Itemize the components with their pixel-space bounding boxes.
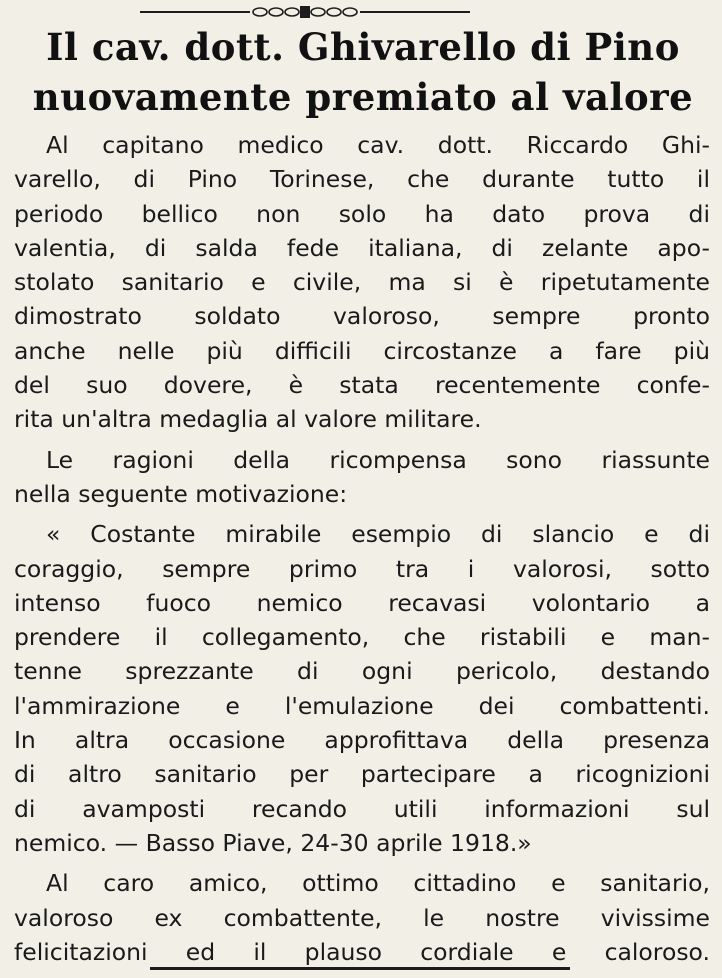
paragraph-congratulations	[14, 866, 710, 969]
text-line: intenso fuoco nemico recavasi volontario a	[14, 588, 710, 617]
text-line: felicitazioni ed il plauso cordiale e caloroso.	[14, 937, 710, 966]
headline-line-1: Il cav. dott. Ghivarello di Pino	[46, 25, 680, 69]
text-line: valoroso ex combattente, le nostre vivissime	[14, 903, 710, 932]
headline-line-2: nuovamente premiato al valore	[32, 75, 694, 119]
text-line: del suo dovere, è stata recentemente confe-	[14, 371, 710, 400]
text-line: valentia, di salda fede italiana, di zelante apo-	[14, 233, 710, 262]
paragraph-motivation-intro	[14, 443, 710, 512]
text-line: varello, di Pino Torinese, che durante tutto il	[14, 165, 710, 194]
text-line: Al capitano medico cav. dott. Riccardo Ghi-	[46, 131, 710, 159]
text-line: prendere il collegamento, che ristabili e man-	[14, 623, 710, 652]
text-line: coraggio, sempre primo tra i valorosi, sotto	[14, 554, 710, 583]
text-line: Le ragioni della ricompensa sono riassunte	[46, 445, 710, 474]
paragraph-award-announcement	[14, 128, 710, 437]
text-line: stolato sanitario e civile, ma si è ripetutamente	[14, 268, 710, 297]
ornamental-rule-top	[140, 4, 470, 20]
text-line: rita un'altra medaglia al valore militare.	[14, 405, 482, 434]
paragraph-citation-quote	[14, 517, 710, 860]
text-line: nemico. — Basso Piave, 24-30 aprile 1918.»	[14, 828, 532, 857]
text-line: l'ammirazione e l'emulazione dei combattenti.	[14, 691, 710, 720]
article-body	[14, 128, 710, 969]
text-line: tenne sprezzante di ogni pericolo, destando	[14, 657, 710, 686]
text-line: periodo bellico non solo ha dato prova di	[14, 199, 710, 228]
article-headline	[14, 22, 712, 122]
text-line: Al caro amico, ottimo cittadino e sanitario,	[46, 869, 710, 898]
text-line: nella seguente motivazione:	[14, 479, 348, 508]
text-line: di avamposti recando utili informazioni sul	[14, 794, 710, 823]
text-line: anche nelle più difficili circostanze a fare più	[14, 336, 710, 365]
text-line: di altro sanitario per partecipare a ricognizioni	[14, 760, 710, 789]
column-rule-bottom	[150, 967, 570, 976]
text-line: In altra occasione approfittava della presenza	[14, 726, 710, 755]
text-line: « Costante mirabile esempio di slancio e di	[46, 520, 710, 549]
text-line: dimostrato soldato valoroso, sempre pronto	[14, 302, 710, 331]
